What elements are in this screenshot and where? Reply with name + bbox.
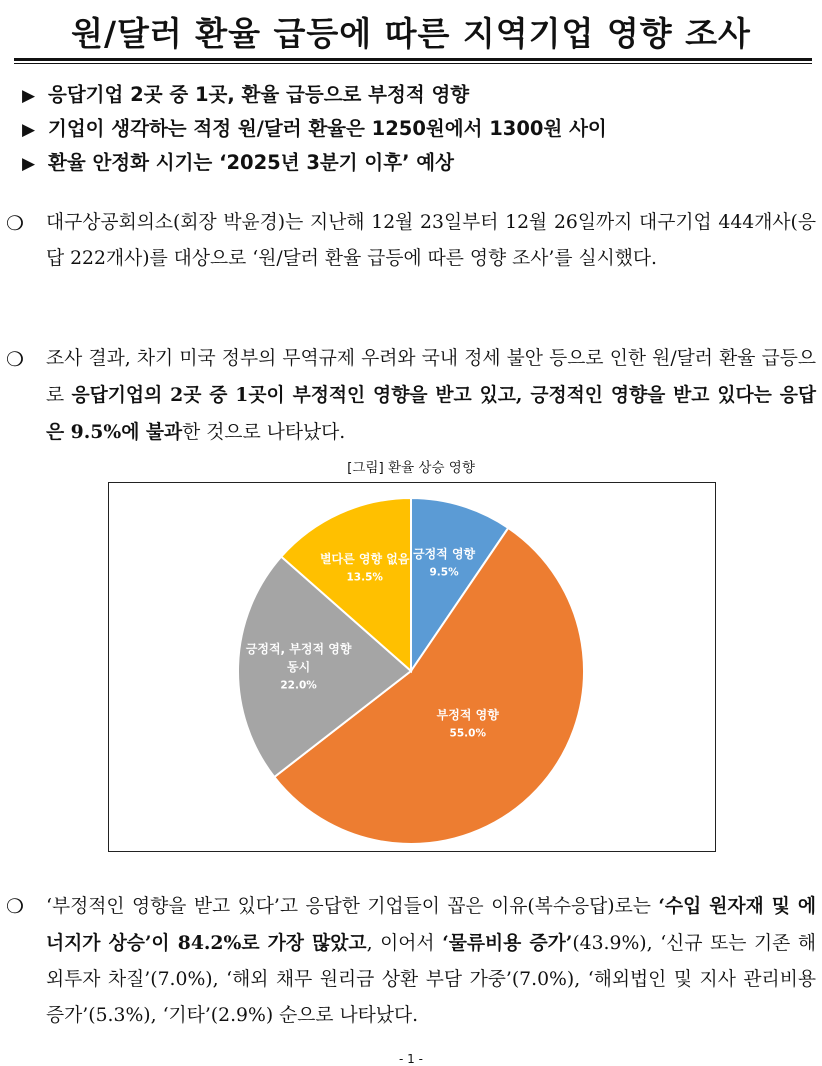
summary-bullets <box>22 78 812 180</box>
page-title: 원/달러 환율 급등에 따른 지역기업 영향 조사 <box>71 14 751 53</box>
paragraph-text-run: (43.9%), ‘신규 또는 기존 해외투자 차질’(7.0%), ‘해외 채무 원리금 상환 부담 가중’(7.0%), ‘해외법인 및 지사 관리비용 증가’(5.3%), ‘기타’(2.9%) 순으로 나타났다. <box>46 933 817 1026</box>
paragraph-text-run: ‘부정적인 영향을 받고 있다’고 응답한 기업들이 꼽은 이유(복수응답)로는 <box>46 896 659 917</box>
paragraph-text-run: , 이어서 <box>366 933 443 954</box>
paragraph-survey-intro <box>6 205 816 277</box>
summary-bullet <box>22 78 812 112</box>
pie-slice-value-label: 22.0% <box>280 679 317 692</box>
title-rule-thin <box>14 63 812 64</box>
page-number: - 1 - <box>399 1052 423 1066</box>
pie-slice-category-label: 긍정적, 부정적 영향 <box>245 641 352 656</box>
paragraph-bold-run: 응답기업의 2곳 중 1곳이 부정적인 영향을 받고 있고, 긍정적인 영향을 받고 있다는 응답은 9.5%에 불과 <box>46 384 816 443</box>
circle-bullet-icon: ❍ <box>6 894 24 918</box>
paragraph-text-run: 한 것으로 나타났다. <box>182 422 346 443</box>
paragraph-text: 대구상공회의소(회장 박윤경)는 지난해 12월 23일부터 12월 26일까지 대구기업 444개사(응답 222개사)를 대상으로 ‘원/달러 환율 급등에 따른 영향 조사’를 실시했다. <box>46 212 816 269</box>
title-rule-thick <box>14 58 812 61</box>
paragraph-bold-run: ‘물류비용 증가’ <box>442 932 573 954</box>
paragraph-text-run: 조사 결과, 차기 미국 정부의 무역규제 우려와 국내 정세 불안 등으로 인한 원/달러 환율 급등으로 <box>46 348 816 406</box>
pie-slice-value-label: 13.5% <box>346 571 383 584</box>
paragraph-text <box>46 341 816 451</box>
paragraph-bold-run: ‘수입 원자재 및 에너지가 상승’이 84.2%로 가장 많았고 <box>46 895 817 954</box>
triangle-bullet-icon: ▶ <box>22 154 36 174</box>
summary-bullet-text: 응답기업 2곳 중 1곳, 환율 급등으로 부정적 영향 <box>48 83 470 106</box>
paragraph-negative-reasons <box>6 888 816 1034</box>
triangle-bullet-icon: ▶ <box>22 86 36 106</box>
summary-bullet-text: 환율 안정화 시기는 ‘2025년 3분기 이후’ 예상 <box>48 151 454 174</box>
pie-chart <box>109 483 715 851</box>
triangle-bullet-icon: ▶ <box>22 120 36 140</box>
pie-slice-value-label: 9.5% <box>429 566 459 579</box>
pie-chart-frame <box>108 482 716 852</box>
pie-slice-value-label: 55.0% <box>449 727 486 740</box>
circle-bullet-icon: ❍ <box>6 347 24 371</box>
pie-slice-category-label: 부정적 영향 <box>436 707 499 722</box>
pie-slice-category-label: 동시 <box>287 659 311 674</box>
pie-slice-category-label: 별다른 영향 없음 <box>319 552 410 567</box>
circle-bullet-icon: ❍ <box>6 211 24 235</box>
paragraph-text <box>46 888 816 1034</box>
summary-bullet <box>22 112 812 146</box>
figure-caption: [그림] 환율 상승 영향 <box>347 460 475 476</box>
paragraph-survey-result <box>6 341 816 451</box>
summary-bullet-text: 기업이 생각하는 적정 원/달러 환율은 1250원에서 1300원 사이 <box>48 117 607 140</box>
pie-slice-category-label: 긍정적 영향 <box>412 547 476 562</box>
summary-bullet <box>22 146 812 180</box>
